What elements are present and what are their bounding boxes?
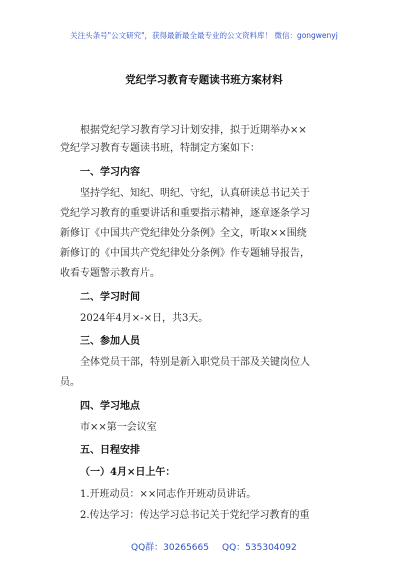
- section-2-heading: 二、学习时间: [80, 292, 140, 303]
- document-title: 党纪学习教育专题读书班方案材料: [125, 74, 283, 86]
- section-1-line-3: 新修订《中国共产党纪律处分条例》全文，听取××围绕: [60, 228, 307, 239]
- footer-qq: QQ：535304092: [222, 543, 297, 553]
- section-3-line-1: 全体党员干部，特别是新入职党员干部及关键岗位人: [80, 357, 310, 368]
- intro-line-2: 党纪学习教育专题读书班，特制定方案如下：: [60, 143, 260, 154]
- section-4-body: 市××第一会议室: [80, 422, 157, 433]
- section-4-heading: 四、学习地点: [80, 401, 140, 412]
- section-2-body: 2024年4月×-×日，共3天。: [80, 313, 209, 324]
- section-1-line-1: 坚持学纪、知纪、明纪、守纪，认真研读总书记关于: [80, 188, 310, 199]
- section-1-line-2: 党纪学习教育的重要讲话和重要指示精神，逐章逐条学习: [60, 208, 310, 219]
- section-1-line-5: 收看专题警示教育片。: [60, 268, 160, 279]
- schedule-subheading: （一）4月×日上午：: [80, 467, 176, 478]
- schedule-item-1: 1.开班动员：××同志作开班动员讲话。: [80, 489, 257, 500]
- section-3-heading: 三、参加人员: [80, 336, 140, 347]
- section-1-heading: 一、学习内容: [80, 167, 140, 178]
- section-3-line-2: 员。: [60, 377, 80, 388]
- header-note: 关注头条号"公文研究"，获得最新最全最专业的公文资料库！ 微信：gongwenyj: [70, 31, 338, 40]
- footer-qq-group: QQ群：30265665: [131, 543, 209, 553]
- section-5-heading: 五、日程安排: [80, 445, 140, 456]
- schedule-item-2: 2.传达学习：传达学习总书记关于党纪学习教育的重: [80, 510, 310, 521]
- intro-line-1: 根据党纪学习教育学习计划安排，拟于近期举办××: [80, 125, 307, 136]
- section-1-line-4: 新修订的《中国共产党纪律处分条例》作专题辅导报告，: [60, 248, 310, 259]
